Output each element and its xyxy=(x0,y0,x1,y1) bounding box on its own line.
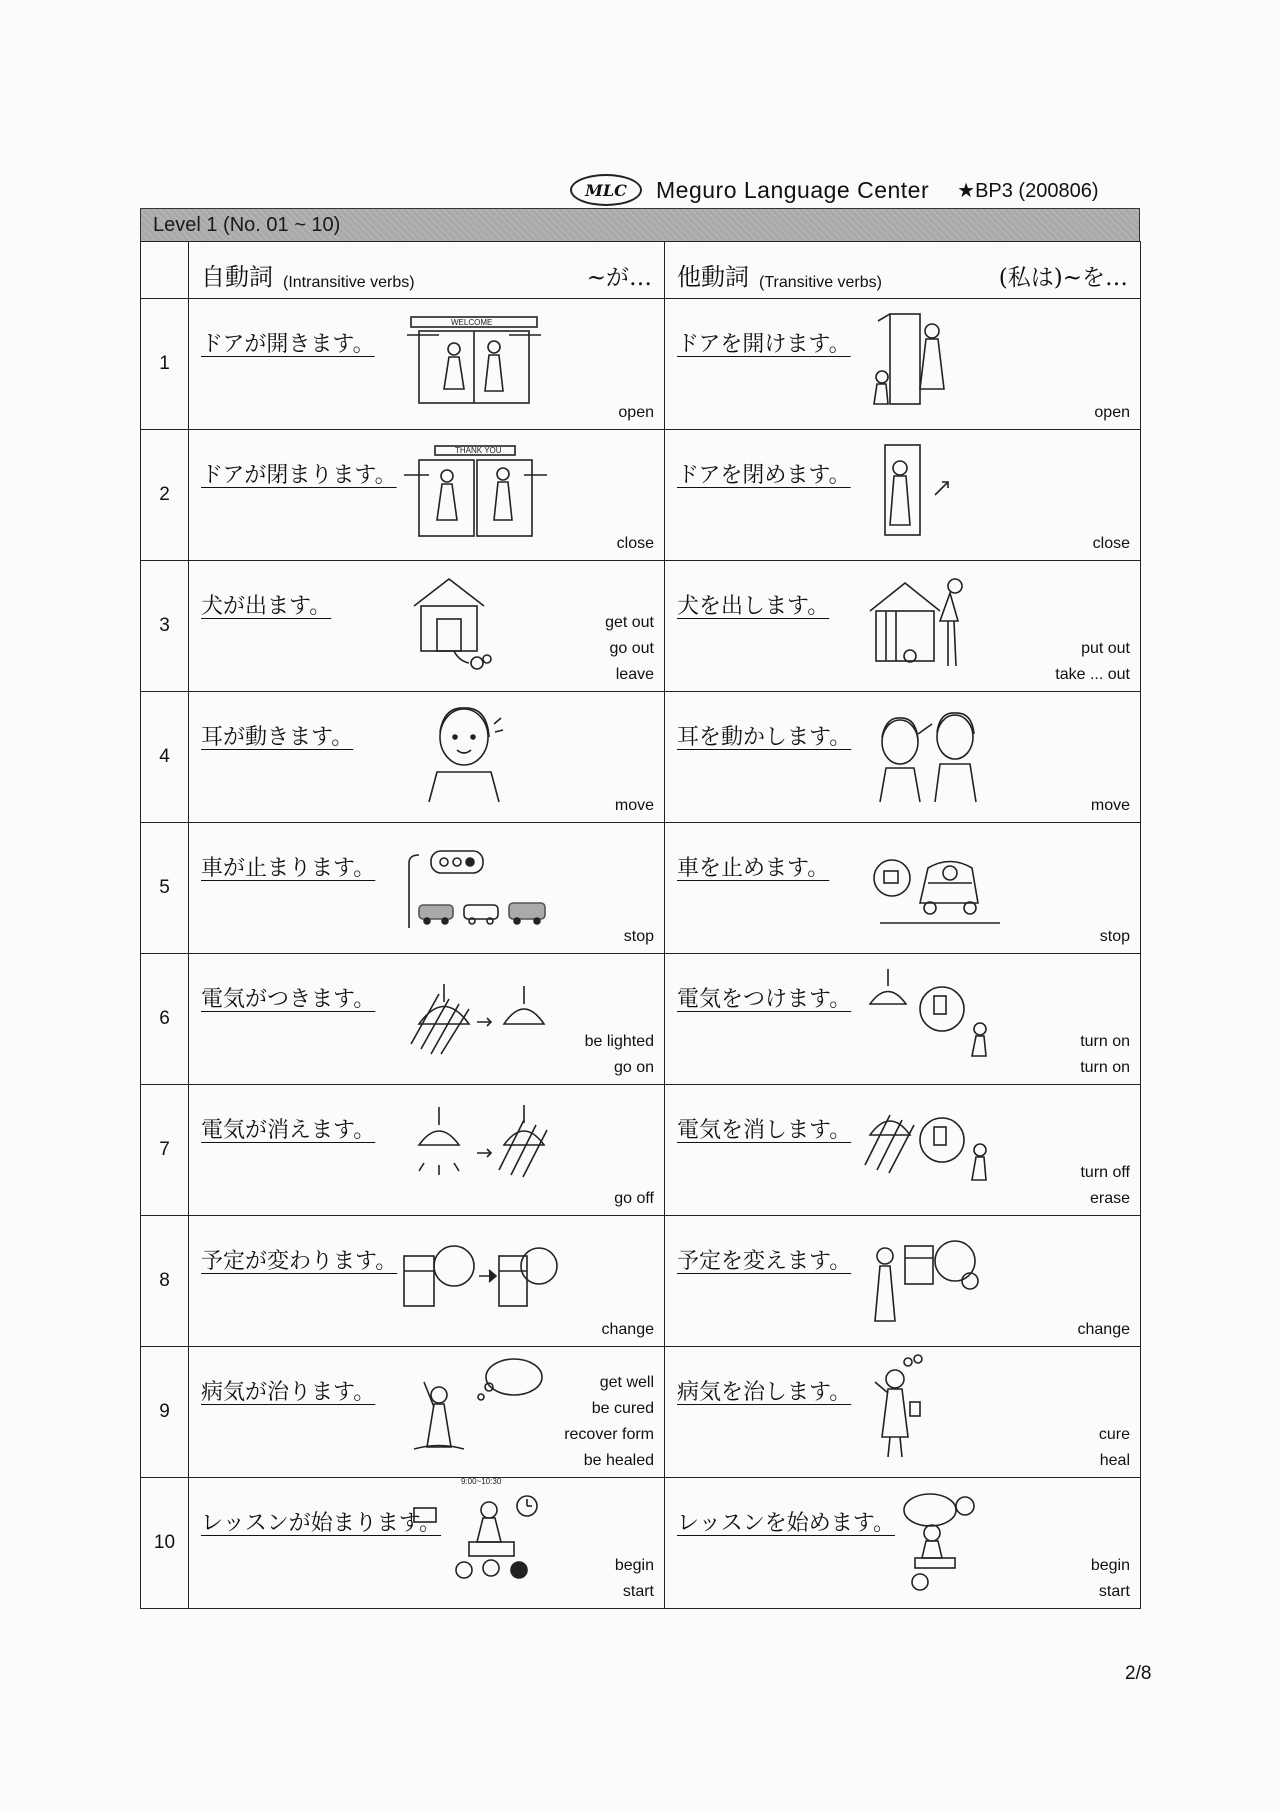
person-recovering-illustration xyxy=(399,1357,549,1457)
transitive-title: 他動詞 xyxy=(677,263,749,291)
person-letting-dog-out-illustration xyxy=(860,571,1010,671)
table-row xyxy=(141,954,1141,1085)
table-row xyxy=(141,430,1141,561)
center-name: Meguro Language Center xyxy=(656,176,930,203)
english-gloss: begin start xyxy=(1090,1557,1130,1600)
transitive-cell xyxy=(665,1216,1141,1347)
intransitive-sentence: 車が止まります。 xyxy=(201,856,376,881)
intransitive-sentence: ドアが閉まります。 xyxy=(201,463,397,488)
row-number: 7 xyxy=(141,1085,189,1216)
intransitive-sentence: 耳が動きます。 xyxy=(201,725,354,750)
intransitive-cell xyxy=(189,823,665,954)
page-number: 2/8 xyxy=(1125,1663,1152,1684)
transitive-sentence: ドアを開けます。 xyxy=(677,332,851,357)
table-row xyxy=(141,1347,1141,1478)
intransitive-cell xyxy=(189,430,665,561)
transitive-header xyxy=(665,242,1141,299)
row-number: 5 xyxy=(141,823,189,954)
row-number: 10 xyxy=(141,1478,189,1609)
table-row xyxy=(141,1478,1141,1609)
transitive-sentence: 病気を治します。 xyxy=(677,1380,852,1405)
transitive-sentence: ドアを閉めます。 xyxy=(677,463,851,488)
english-gloss: get well be cured recover form be healed xyxy=(564,1374,654,1469)
transitive-cell xyxy=(665,430,1141,561)
english-gloss: stop xyxy=(1099,928,1130,945)
english-gloss: close xyxy=(616,535,654,552)
transitive-sentence: 電気を消します。 xyxy=(677,1118,852,1143)
intransitive-cell xyxy=(189,1347,665,1478)
teacher-starting-lesson-illustration xyxy=(860,1488,1010,1588)
intransitive-cell xyxy=(189,954,665,1085)
transitive-cell xyxy=(665,1347,1141,1478)
girls-moving-ears-illustration xyxy=(860,702,1010,802)
transitive-sentence: レッスンを始めます。 xyxy=(677,1511,896,1536)
svg-text:WELCOME: WELCOME xyxy=(451,318,493,327)
transitive-cell xyxy=(665,954,1141,1085)
woman-moving-ears-illustration xyxy=(399,702,549,802)
lamp-turning-off-illustration xyxy=(399,1095,549,1195)
intransitive-cell xyxy=(189,692,665,823)
row-number: 6 xyxy=(141,954,189,1085)
intransitive-sentence: 電気がつきます。 xyxy=(201,987,376,1012)
doors-closing-illustration xyxy=(399,440,549,540)
intransitive-sentence: 予定が変わります。 xyxy=(201,1249,398,1274)
transitive-sentence: 電気をつけます。 xyxy=(677,987,852,1012)
transitive-cell xyxy=(665,823,1141,954)
intransitive-sentence: ドアが開きます。 xyxy=(201,332,375,357)
person-turning-off-light-illustration xyxy=(860,1095,1010,1195)
person-opening-door-illustration xyxy=(860,309,1010,409)
intransitive-cell xyxy=(189,299,665,430)
transitive-cell xyxy=(665,1085,1141,1216)
row-number: 8 xyxy=(141,1216,189,1347)
intransitive-cell xyxy=(189,561,665,692)
driver-stopping-car-illustration xyxy=(860,833,1010,933)
schedule-changing-illustration xyxy=(399,1226,549,1326)
number-header xyxy=(141,242,189,299)
transitive-sentence: 耳を動かします。 xyxy=(677,725,852,750)
english-gloss: be lighted go on xyxy=(584,1033,654,1076)
person-changing-schedule-illustration xyxy=(860,1226,1010,1326)
svg-text:9:00~10:30: 9:00~10:30 xyxy=(461,1477,502,1486)
transitive-cell xyxy=(665,299,1141,430)
intransitive-title: 自動詞 xyxy=(201,263,273,291)
intransitive-sentence: 犬が出ます。 xyxy=(201,594,332,619)
lamp-turning-on-illustration xyxy=(399,964,549,1064)
english-gloss: put out take ... out xyxy=(1055,640,1130,683)
mlc-logo: MLC xyxy=(570,174,642,206)
english-gloss: turn on turn on xyxy=(1080,1033,1130,1076)
person-turning-on-light-illustration xyxy=(860,964,1010,1064)
english-gloss: open xyxy=(1094,404,1130,421)
english-gloss: move xyxy=(614,797,654,814)
row-number: 2 xyxy=(141,430,189,561)
transitive-sentence: 犬を出します。 xyxy=(677,594,830,619)
english-gloss: cure heal xyxy=(1098,1426,1130,1469)
intransitive-cell xyxy=(189,1478,665,1609)
doctor-curing-illustration xyxy=(860,1357,1010,1457)
person-closing-door-illustration xyxy=(860,440,1010,540)
document-code: ★BP3 (200806) xyxy=(957,179,1099,202)
intransitive-sentence: 電気が消えます。 xyxy=(201,1118,376,1143)
english-gloss: go off xyxy=(614,1190,654,1207)
lesson-starting-illustration xyxy=(399,1477,549,1580)
table-row xyxy=(141,1085,1141,1216)
table-row xyxy=(141,692,1141,823)
verb-table xyxy=(140,241,1141,1609)
transitive-cell xyxy=(665,692,1141,823)
transitive-cell xyxy=(665,561,1141,692)
column-header-row xyxy=(141,242,1141,299)
english-gloss: move xyxy=(1090,797,1130,814)
english-gloss: change xyxy=(1077,1321,1130,1338)
page-header xyxy=(570,172,1120,208)
english-gloss: change xyxy=(601,1321,654,1338)
english-gloss: begin start xyxy=(614,1557,654,1600)
table-row xyxy=(141,299,1141,430)
english-gloss: get out go out leave xyxy=(605,614,654,683)
transitive-english: (Transitive verbs) xyxy=(759,274,882,291)
cars-stopping-at-light-illustration xyxy=(399,833,549,933)
row-number: 4 xyxy=(141,692,189,823)
intransitive-sentence: レッスンが始まります。 xyxy=(201,1511,442,1536)
transitive-cell xyxy=(665,1478,1141,1609)
intransitive-header xyxy=(189,242,665,299)
level-bar: Level 1 (No. 01 ~ 10) xyxy=(140,208,1140,241)
english-gloss: turn off erase xyxy=(1080,1164,1130,1207)
transitive-sentence: 予定を変えます。 xyxy=(677,1249,852,1274)
transitive-sentence: 車を止めます。 xyxy=(677,856,830,881)
dog-leaving-house-illustration xyxy=(399,571,549,671)
verb-worksheet xyxy=(140,208,1140,1609)
english-gloss: open xyxy=(618,404,654,421)
svg-text:THANK YOU: THANK YOU xyxy=(455,446,502,455)
table-row xyxy=(141,823,1141,954)
intransitive-english: (Intransitive verbs) xyxy=(283,274,415,291)
row-number: 9 xyxy=(141,1347,189,1478)
english-gloss: stop xyxy=(623,928,654,945)
row-number: 1 xyxy=(141,299,189,430)
intransitive-sentence: 病気が治ります。 xyxy=(201,1380,376,1405)
table-row xyxy=(141,561,1141,692)
intransitive-cell xyxy=(189,1216,665,1347)
intransitive-cell xyxy=(189,1085,665,1216)
transitive-pattern: (私は)~を… xyxy=(998,265,1128,291)
row-number: 3 xyxy=(141,561,189,692)
table-row xyxy=(141,1216,1141,1347)
english-gloss: close xyxy=(1092,535,1130,552)
doors-opening-illustration xyxy=(399,309,549,409)
intransitive-pattern: ~が… xyxy=(586,265,652,291)
